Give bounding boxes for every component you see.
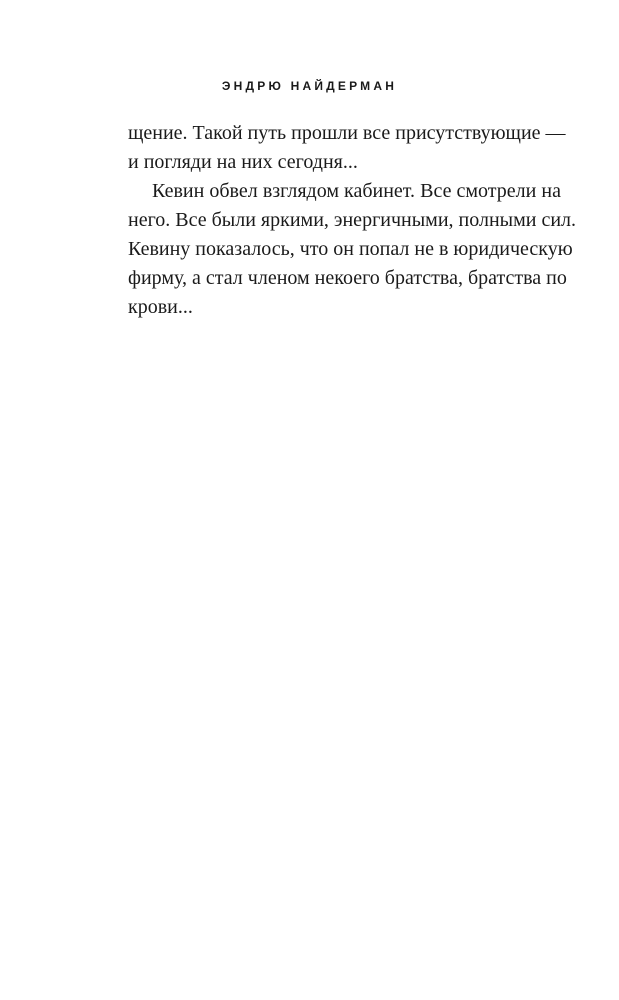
text-line: крови... xyxy=(128,296,193,318)
paragraph xyxy=(128,119,566,177)
text-line: щение. Такой путь прошли все присутствующие — xyxy=(128,122,566,144)
body-text xyxy=(128,119,577,322)
text-line: него. Все были яркими, энергичными, полными сил. xyxy=(128,209,577,231)
paragraph xyxy=(128,177,577,322)
text-line: и погляди на них сегодня... xyxy=(128,151,358,173)
running-header: ЭНДРЮ НАЙДЕРМАН xyxy=(221,79,398,93)
text-line: Кевину показалось, что он попал не в юридическую xyxy=(128,238,573,260)
text-line: фирму, а стал членом некоего братства, братства по xyxy=(128,267,567,289)
text-line: Кевин обвел взглядом кабинет. Все смотрели на xyxy=(152,180,561,202)
